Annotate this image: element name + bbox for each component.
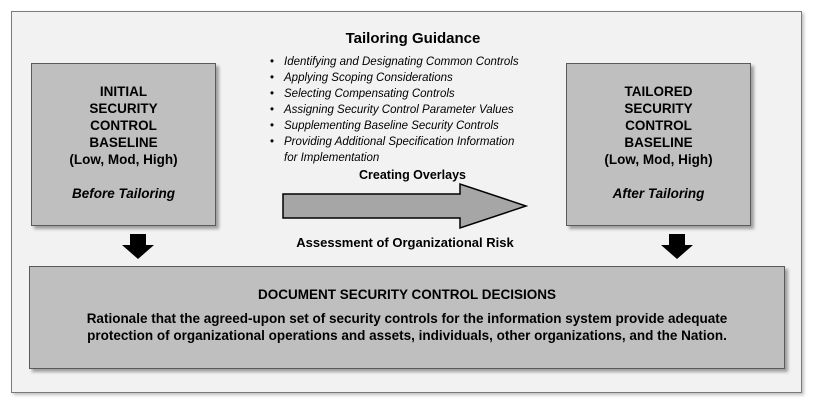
before-tailoring-note: Before Tailoring (71, 186, 175, 201)
guidance-item (268, 86, 568, 102)
tailored-line-5: (Low, Mod, High) (604, 152, 713, 167)
tailored-line-1: TAILORED (624, 84, 693, 99)
initial-line-4: BASELINE (89, 135, 158, 150)
document-decisions-title: DOCUMENT SECURITY CONTROL DECISIONS (257, 287, 557, 302)
rationale-line-1: Rationale that the agreed-upon set of security controls for the information system provide adequate (86, 311, 728, 326)
rationale-line-2: protection of organizational operations and assets, individuals, other organizations, and the Nation. (87, 328, 727, 343)
after-tailoring-note: After Tailoring (612, 186, 705, 201)
right-arrow-icon (280, 182, 530, 232)
initial-baseline-lines (32, 83, 215, 168)
guidance-item (268, 102, 568, 118)
initial-baseline-box (31, 63, 216, 226)
tailored-line-3: CONTROL (625, 118, 692, 133)
guidance-item-text: Applying Scoping Considerations (284, 72, 453, 84)
guidance-item-text: Identifying and Designating Common Controls (284, 56, 519, 68)
initial-line-5: (Low, Mod, High) (69, 152, 178, 167)
initial-line-1: INITIAL (99, 84, 148, 99)
assessment-risk-label: Assessment of Organizational Risk (296, 235, 514, 250)
tailoring-guidance-list (268, 54, 568, 166)
down-arrow-left-icon (121, 234, 155, 260)
tailoring-guidance-title: Tailoring Guidance (345, 30, 481, 47)
guidance-item-text: Providing Additional Specification Information (284, 136, 515, 148)
initial-line-2: SECURITY (89, 101, 158, 116)
creating-overlays-label: Creating Overlays (359, 168, 466, 182)
guidance-item-text: Assigning Security Control Parameter Values (284, 104, 514, 116)
tailored-line-2: SECURITY (624, 101, 693, 116)
guidance-item-text: Supplementing Baseline Security Controls (284, 120, 499, 132)
tailored-line-4: BASELINE (624, 135, 693, 150)
tailored-baseline-lines (567, 83, 750, 168)
document-decisions-text (60, 310, 754, 344)
down-arrow-right-icon (660, 234, 694, 260)
document-decisions-box (29, 266, 785, 369)
guidance-item-continuation: for Implementation (284, 152, 380, 164)
initial-line-3: CONTROL (90, 118, 157, 133)
guidance-item (268, 54, 568, 70)
guidance-item (268, 118, 568, 134)
tailored-baseline-box (566, 63, 751, 226)
guidance-item-text: Selecting Compensating Controls (284, 88, 455, 100)
guidance-item (268, 134, 568, 166)
guidance-item (268, 70, 568, 86)
